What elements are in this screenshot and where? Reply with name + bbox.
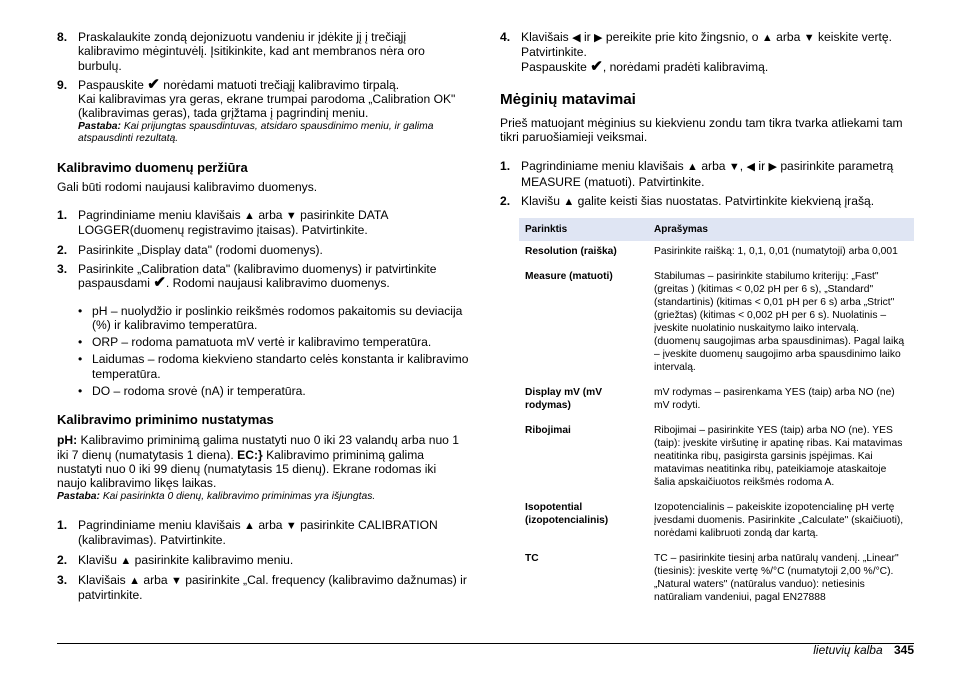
reminder-step-1: 1. Pagrindiniame meniu klavišais ▲ arba ▼ pasirinkite CALIBRATION (kalibravimas). Patvirtinkite. [57,518,438,548]
list-item: • pH – nuolydžio ir poslinkio reikšmės rodomos pakaitomis su deviacija (%) ir kalibravimo temperatūra. [78,303,463,332]
left-arrow-icon: ◀ [572,32,581,44]
column-header: Parinktis [519,218,648,241]
settings-table [519,218,914,612]
down-arrow-icon: ▼ [803,32,815,44]
up-arrow-icon: ▲ [244,210,255,223]
down-arrow-icon: ▼ [728,161,740,174]
table-row: Display mV (mV rodymas) mV rodymas – pasirenkama YES (taip) arba NO (ne) mV rodyti. [525,387,895,412]
up-arrow-icon: ▲ [244,520,255,533]
up-arrow-icon: ▲ [687,161,698,174]
reminder-text: pH: Kalibravimo priminimą galima nustatyti nuo 0 iki 23 valandų arba nuo 1 iki 7 dienų (numatytasis 1 diena). EC:} Kalibravimo priminimą galima nustatyti nuo 0 iki 99 dienų (numatytasis 15 dienų). Ekrane rodomas iki naujo kalibravimo likęs laikas. [57,433,459,491]
page-number: 345 [893,643,914,657]
table-row: Resolution (raiška) Pasirinkite raišką: 1, 0,1, 0,01 (numatytoji) arba 0,001 [525,246,898,258]
heading-calibration-data: Kalibravimo duomenų peržiūra [57,159,248,175]
data-step-3: 3. Pasirinkite „Calibration data" (kalibravimo duomenys) ir patvirtinkite paspausdami ✔. Rodomi naujausi kalibravimo duomenys. [57,261,437,292]
down-arrow-icon: ▼ [285,520,297,533]
table-row: Ribojimai Ribojimai – pasirinkite YES (taip) arba NO (ne). YES (taip): įveskite viršutinę ir apatinę ribas. Kai matavimas neatitinka ribų, pasigirsta garsinis įspėjimas. Kai matavimas neatitinka ribų, pateikiamoje ataskaitoje šalia apskaičiuotos reikšmės rodoma A. [525,425,903,489]
reminder-step-3: 3. Klavišais ▲ arba ▼ pasirinkite „Cal. frequency (kalibravimo dažnumas) ir patvirtinkite. [57,572,467,603]
step-9: 9. Paspauskite ✔ norėdami matuoti trečiąjį kalibravimo tirpalą. Kai kalibravimas yra geras, ekrane trumpai parodoma „Calibration OK" (kalibravimas geras), tada grįžtama į pagrindinį meniu. Pastaba: Kai prijungtas spausdintuvas, atsidaro spausdinimo meniu, ir galima atspausdinti rezultatą. [57,78,469,146]
list-item: • ORP – rodoma pamatuota mV vertė ir kalibravimo temperatūra. [78,335,432,350]
up-arrow-icon: ▲ [761,32,773,44]
note-printer: Pastaba: Kai prijungtas spausdintuvas, atsidaro spausdinimo meniu, ir galima atspausdinti rezultatą. [78,120,434,145]
reminder-step-2: 2. Klavišu ▲ pasirinkite kalibravimo meniu. [57,552,294,567]
up-arrow-icon: ▲ [120,554,132,567]
data-step-2: 2. Pasirinkite „Display data" (rodomi duomenys). [57,242,323,257]
data-step-1: 1. Pagrindiniame meniu klavišais ▲ arba ▼ pasirinkite DATA LOGGER(duomenų registravimo įtaisas). Patvirtinkite. [57,208,388,238]
right-arrow-icon: ▶ [594,32,603,44]
heading-sample-measurement: Mėginių matavimai [500,90,636,108]
left-arrow-icon: ◀ [746,161,756,174]
footer-rule [57,643,914,644]
table-row: Measure (matuoti) Stabilumas – pasirinkite stabilumo kriterijų: „Fast" (greitas ) (kitimas < 0,02 pH per 6 s), „Standard" (standartinis) (kitimas < 0,01 pH per 6 s) arba „Strict" (griežtas) (kitimas < 0,002 pH per 6 s). Nuolatinis – įveskite nuolatinio nuskaitymo laiko intervalą. (duomenų saugojimas arba spausdinimas). Pagal laiką – įveskite duomenų saugojimo arba spausdinimo laiko intervalą. [525,271,905,374]
footer-language: lietuvių kalba [813,643,883,657]
step-4: 4. Klavišais ◀ ir ▶ pereikite prie kito žingsnio, o ▲ arba ▼ keiskite vertę. Patvirtinkite. Paspauskite ✔, norėdami pradėti kalibravimą. [500,30,892,75]
measure-step-2: 2. Klavišu ▲ galite keisti šias nuostatas. Patvirtinkite kiekvieną įrašą. [500,194,875,209]
bullet-list [57,304,469,399]
checkmark-icon: ✔ [147,75,160,93]
note-zero-days: Pastaba: Kai pasirinkta 0 dienų, kalibravimo priminimas yra išjungtas. [57,490,376,502]
up-arrow-icon: ▲ [129,574,140,587]
measure-step-1: 1. Pagrindiniame meniu klavišais ▲ arba ▼, ◀ ir ▶ pasirinkite parametrą MEASURE (matuoti). Patvirtinkite. [500,159,894,189]
down-arrow-icon: ▼ [285,210,297,223]
page-footer [813,643,914,657]
measurement-intro: Prieš matuojant mėginius su kiekvienu zondu tam tikra tvarka atliekami tam tikri paruošiamieji veiksmai. [500,115,903,145]
column-header: Aprašymas [648,218,914,241]
checkmark-icon: ✔ [153,274,166,292]
checkmark-icon: ✔ [590,57,603,75]
step-8-text: Praskalaukite zondą dejonizuotu vandeniu ir įdėkite jį į trečiąjį kalibravimo mėgintuvėlį. Įsitikinkite, kad ant membranos nėra oro burbulų. [78,30,425,73]
right-column [500,30,914,612]
right-arrow-icon: ▶ [768,161,777,174]
table-row: Isopotential (izopotencialinis) Izopotencialinis – pakeiskite izopotencialinę pH vertę įvesdami duomenis. Pasirinkite „Calculate" (skaičiuoti), norėdami kalibruoti zondą dar kartą. [525,502,904,540]
up-arrow-icon: ▲ [563,196,575,209]
data-intro: Gali būti rodomi naujausi kalibravimo duomenys. [57,179,318,194]
heading-reminder: Kalibravimo priminimo nustatymas [57,412,274,428]
down-arrow-icon: ▼ [170,574,182,587]
left-column [57,30,469,603]
table-header-row [519,218,914,241]
list-item: • DO – rodoma srovė (nA) ir temperatūra. [78,384,306,399]
step-8: 8. Praskalaukite zondą dejonizuotu vandeniu ir įdėkite jį į trečiąjį kalibravimo mėgintuvėlį. Įsitikinkite, kad ant membranos nėra oro burbulų. [57,30,425,73]
table-row: TC TC – pasirinkite tiesinį arba natūralų vandenį. „Linear" (tiesinis): įveskite vertę %/°C (numatytoji 2,00 %/°C). „Natural waters" (natūralus vanduo): netiesinis natūraliam vandeniui, pagal EN27888 [525,553,899,604]
list-item: • Laidumas – rodoma kiekvieno standarto celės konstanta ir kalibravimo temperatūra. [78,352,469,381]
